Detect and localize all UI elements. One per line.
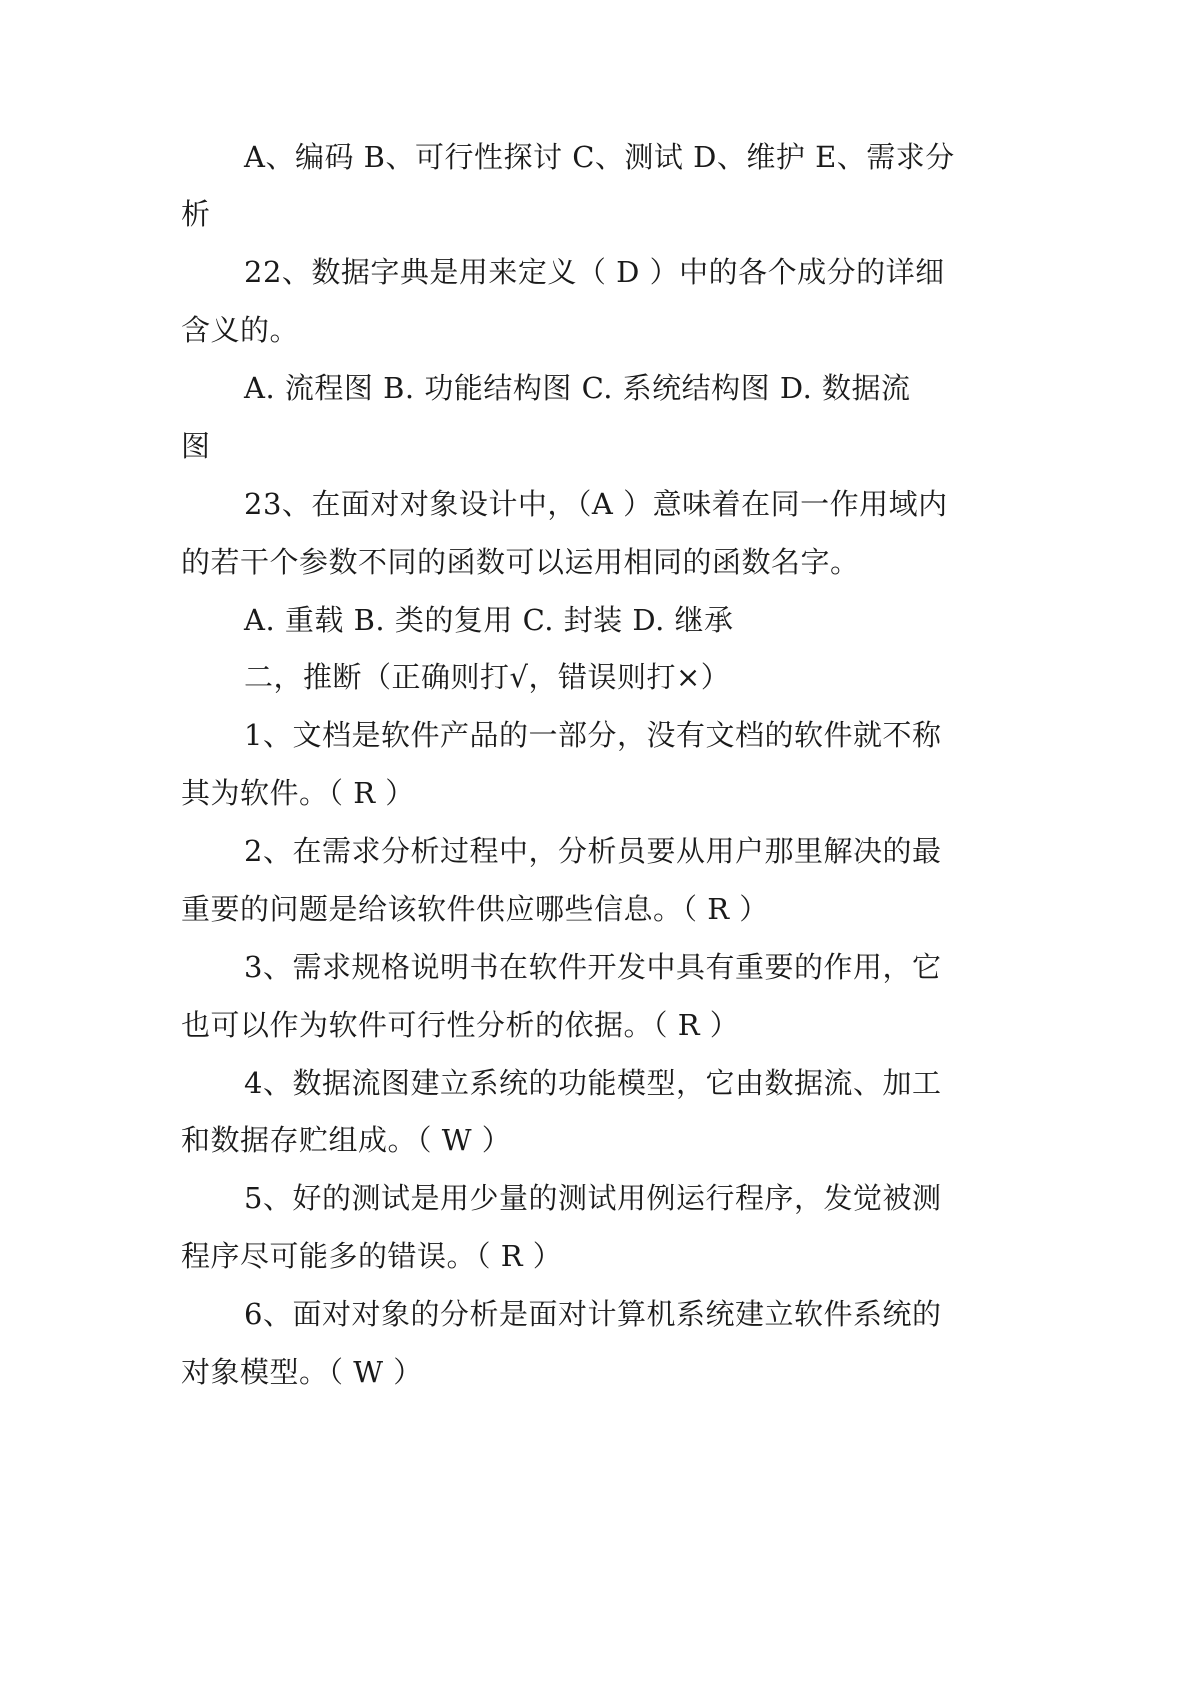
text-line: 重要的问题是给该软件供应哪些信息。（ R ）	[181, 892, 769, 926]
text-line: 程序尽可能多的错误。（ R ）	[181, 1239, 563, 1273]
text-line: 图	[181, 429, 211, 463]
section-heading: 二，推断（正确则打√，错误则打×）	[244, 660, 731, 694]
text-line: 23、在面对对象设计中，（A ）意味着在同一作用域内	[244, 487, 948, 521]
text-line: A. 重载 B. 类的复用 C. 封装 D. 继承	[244, 603, 734, 637]
text-line: 其为软件。（ R ）	[181, 776, 415, 810]
text-line: 4、数据流图建立系统的功能模型，它由数据流、加工	[244, 1066, 942, 1100]
text-line: 和数据存贮组成。（ W ）	[181, 1123, 512, 1157]
text-line: 含义的。	[181, 313, 300, 347]
text-line: A. 流程图 B. 功能结构图 C. 系统结构图 D. 数据流	[244, 371, 911, 405]
text-line: 的若干个参数不同的函数可以运用相同的函数名字。	[181, 545, 860, 579]
text-line: 2、在需求分析过程中，分析员要从用户那里解决的最	[244, 834, 942, 868]
text-line: 也可以作为软件可行性分析的依据。（ R ）	[181, 1008, 740, 1042]
text-line: 5、好的测试是用少量的测试用例运行程序，发觉被测	[244, 1181, 942, 1215]
text-line: A、编码 B、可行性探讨 C、测试 D、维护 E、需求分	[244, 140, 955, 174]
text-line: 对象模型。（ W ）	[181, 1355, 423, 1389]
text-line: 3、需求规格说明书在软件开发中具有重要的作用，它	[244, 950, 942, 984]
text-line: 1、文档是软件产品的一部分，没有文档的软件就不称	[244, 718, 942, 752]
text-line: 6、面对对象的分析是面对计算机系统建立软件系统的	[244, 1297, 942, 1331]
text-line: 22、数据字典是用来定义（ D ）中的各个成分的详细	[244, 255, 945, 289]
text-line: 析	[181, 197, 211, 231]
